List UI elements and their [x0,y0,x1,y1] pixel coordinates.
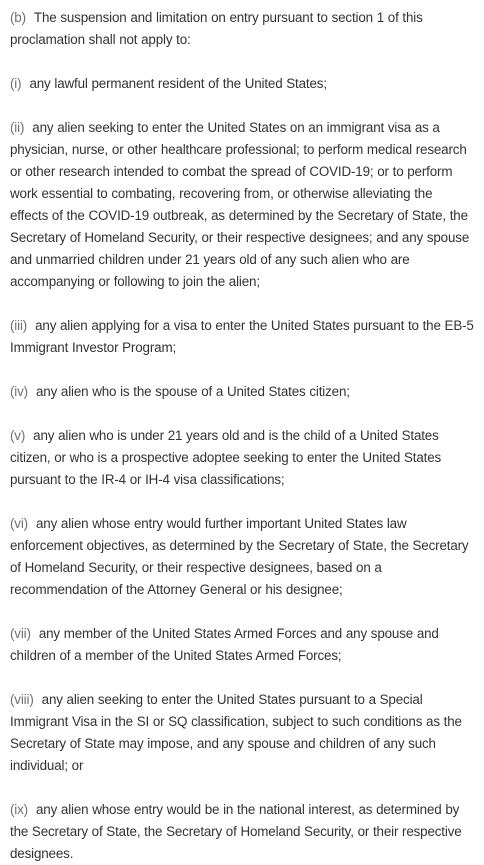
paragraph-text: any alien whose entry would be in the national interest, as determined by the Secretary of State, the Secretary of Homeland Security, or their respective designees. [10,802,462,861]
paragraph-text: any member of the United States Armed Forces and any spouse and children of a member of the United States Armed Forces; [10,626,439,663]
paragraph-marker: (v) [10,428,26,443]
paragraph-marker: (vi) [10,516,28,531]
paragraph-text: any alien applying for a visa to enter the United States pursuant to the EB-5 Immigrant Investor Program; [10,318,474,355]
paragraph-text: The suspension and limitation on entry pursuant to section 1 of this proclamation shall not apply to: [10,10,423,47]
paragraph-text: any alien whose entry would further important United States law enforcement objectives, as determined by the Secretary of State, the Secretary of Homeland Security, or their respective designees, based on a recommendation of the Attorney General or his designee; [10,516,469,597]
paragraph-viii [10,689,474,777]
paragraph-text: any alien who is the spouse of a United States citizen; [36,384,350,399]
paragraph-marker: (iii) [10,318,28,333]
paragraph-ii [10,117,474,293]
paragraph-text: any alien who is under 21 years old and is the child of a United States citizen, or who is a prospective adoptee seeking to enter the United States pursuant to the IR-4 or IH-4 visa classifications; [10,428,442,487]
paragraph-v [10,425,474,491]
paragraph-marker: (iv) [10,384,28,399]
paragraph-marker: (ii) [10,120,25,135]
paragraph-ix [10,799,474,865]
paragraph-marker: (ix) [10,802,28,817]
paragraph-text: any alien seeking to enter the United States pursuant to a Special Immigrant Visa in the SI or SQ classification, subject to such conditions as the Secretary of State may impose, and any spouse and children of any such individual; or [10,692,462,773]
paragraph-vii [10,623,474,667]
paragraph-text: any alien seeking to enter the United States on an immigrant visa as a physician, nurse, or other healthcare professional; to perform medical research or other research intended to combat the spread of COVID-19; or to perform work essential to combating, recovering from, or otherwise alleviating the effects of the COVID-19 outbreak, as determined by the Secretary of State, the Secretary of Homeland Security, or their respective designees; and any spouse and unmarried children under 21 years old of any such alien who are accompanying or following to join the alien; [10,120,470,289]
paragraph-iv [10,381,474,403]
paragraph-marker: (vii) [10,626,31,641]
paragraph-vi [10,513,474,601]
paragraph-text: any lawful permanent resident of the United States; [29,76,327,91]
paragraph-b [10,7,474,51]
paragraph-marker: (b) [10,10,26,25]
paragraph-marker: (viii) [10,692,34,707]
paragraph-marker: (i) [10,76,22,91]
paragraph-i [10,73,474,95]
paragraph-iii [10,315,474,359]
